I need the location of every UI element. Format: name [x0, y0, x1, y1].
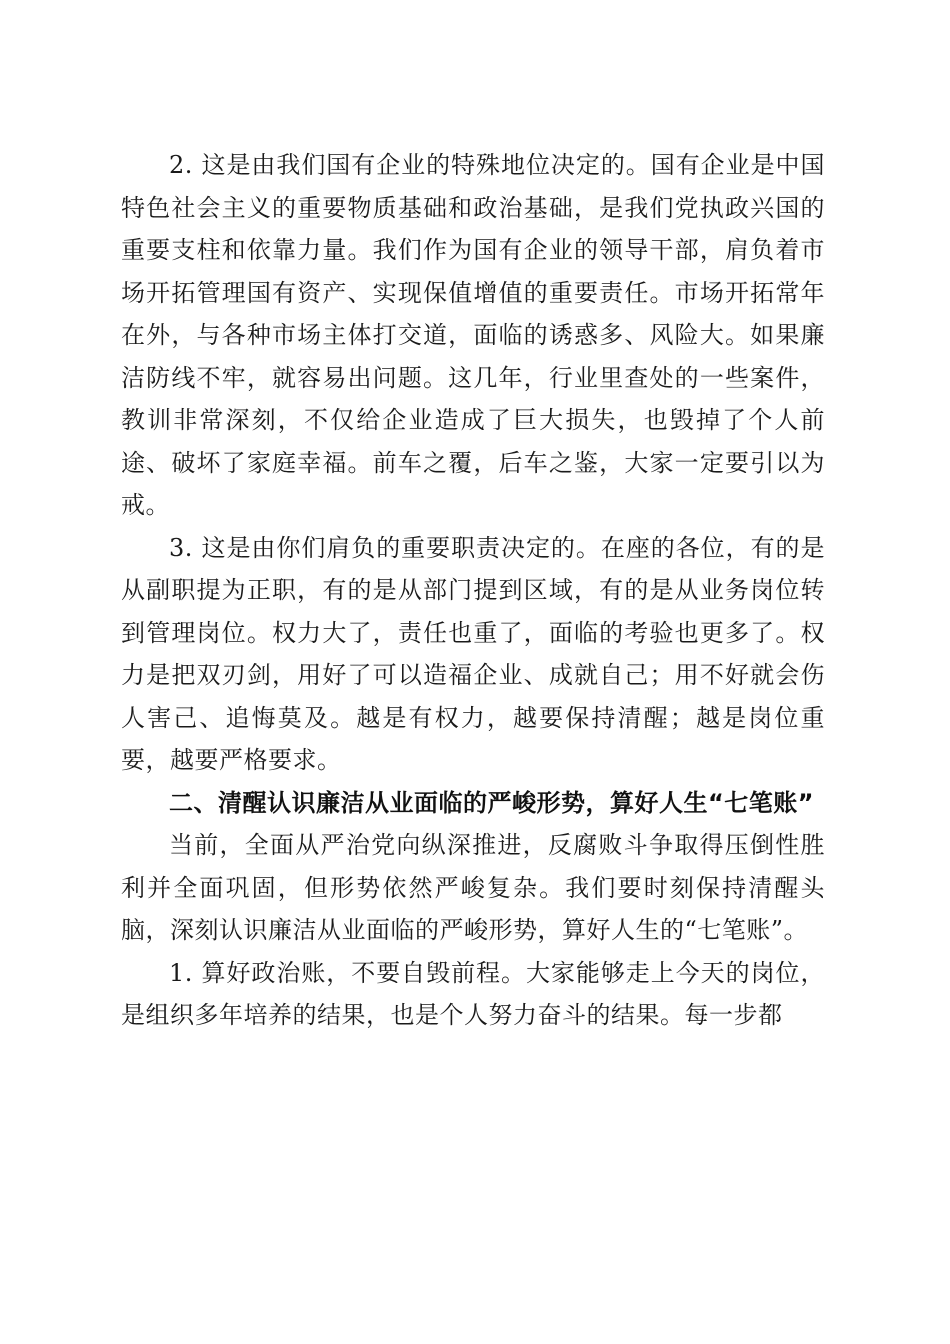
paragraph-item-3: 3. 这是由你们肩负的重要职责决定的。在座的各位，有的是从副职提为正职，有的是从部门提到区域，有的是从业务岗位转到管理岗位。权力大了，责任也重了，面临的考验也更多了。权力是把双刃剑，用好了可以造福企业、成就自己；用不好就会伤人害己、追悔莫及。越是有权力，越要保持清醒；越是岗位重要，越要严格要求。 [121, 533, 825, 774]
document-body [121, 144, 825, 1037]
paragraph-item-2: 2. 这是由我们国有企业的特殊地位决定的。国有企业是中国特色社会主义的重要物质基础和政治基础，是我们党执政兴国的重要支柱和依靠力量。我们作为国有企业的领导干部，肩负着市场开拓管理国有资产、实现保值增值的重要责任。市场开拓常年在外，与各种市场主体打交道，面临的诱惑多、风险大。如果廉洁防线不牢，就容易出问题。这几年，行业里查处的一些案件，教训非常深刻，不仅给企业造成了巨大损失，也毁掉了个人前途、破坏了家庭幸福。前车之覆，后车之鉴，大家一定要引以为戒。 [121, 151, 825, 519]
paragraph-item-1: 1. 算好政治账，不要自毁前程。大家能够走上今天的岗位，是组织多年培养的结果，也是个人努力奋斗的结果。每一步都 [121, 958, 825, 1029]
paragraph-section-intro: 当前，全面从严治党向纵深推进，反腐败斗争取得压倒性胜利并全面巩固，但形势依然严峻复杂。我们要时刻保持清醒头脑，深刻认识廉洁从业面临的严峻形势，算好人生的“七笔账”。 [121, 831, 825, 944]
section-heading-2: 二、清醒认识廉洁从业面临的严峻形势，算好人生“七笔账” [169, 788, 815, 817]
